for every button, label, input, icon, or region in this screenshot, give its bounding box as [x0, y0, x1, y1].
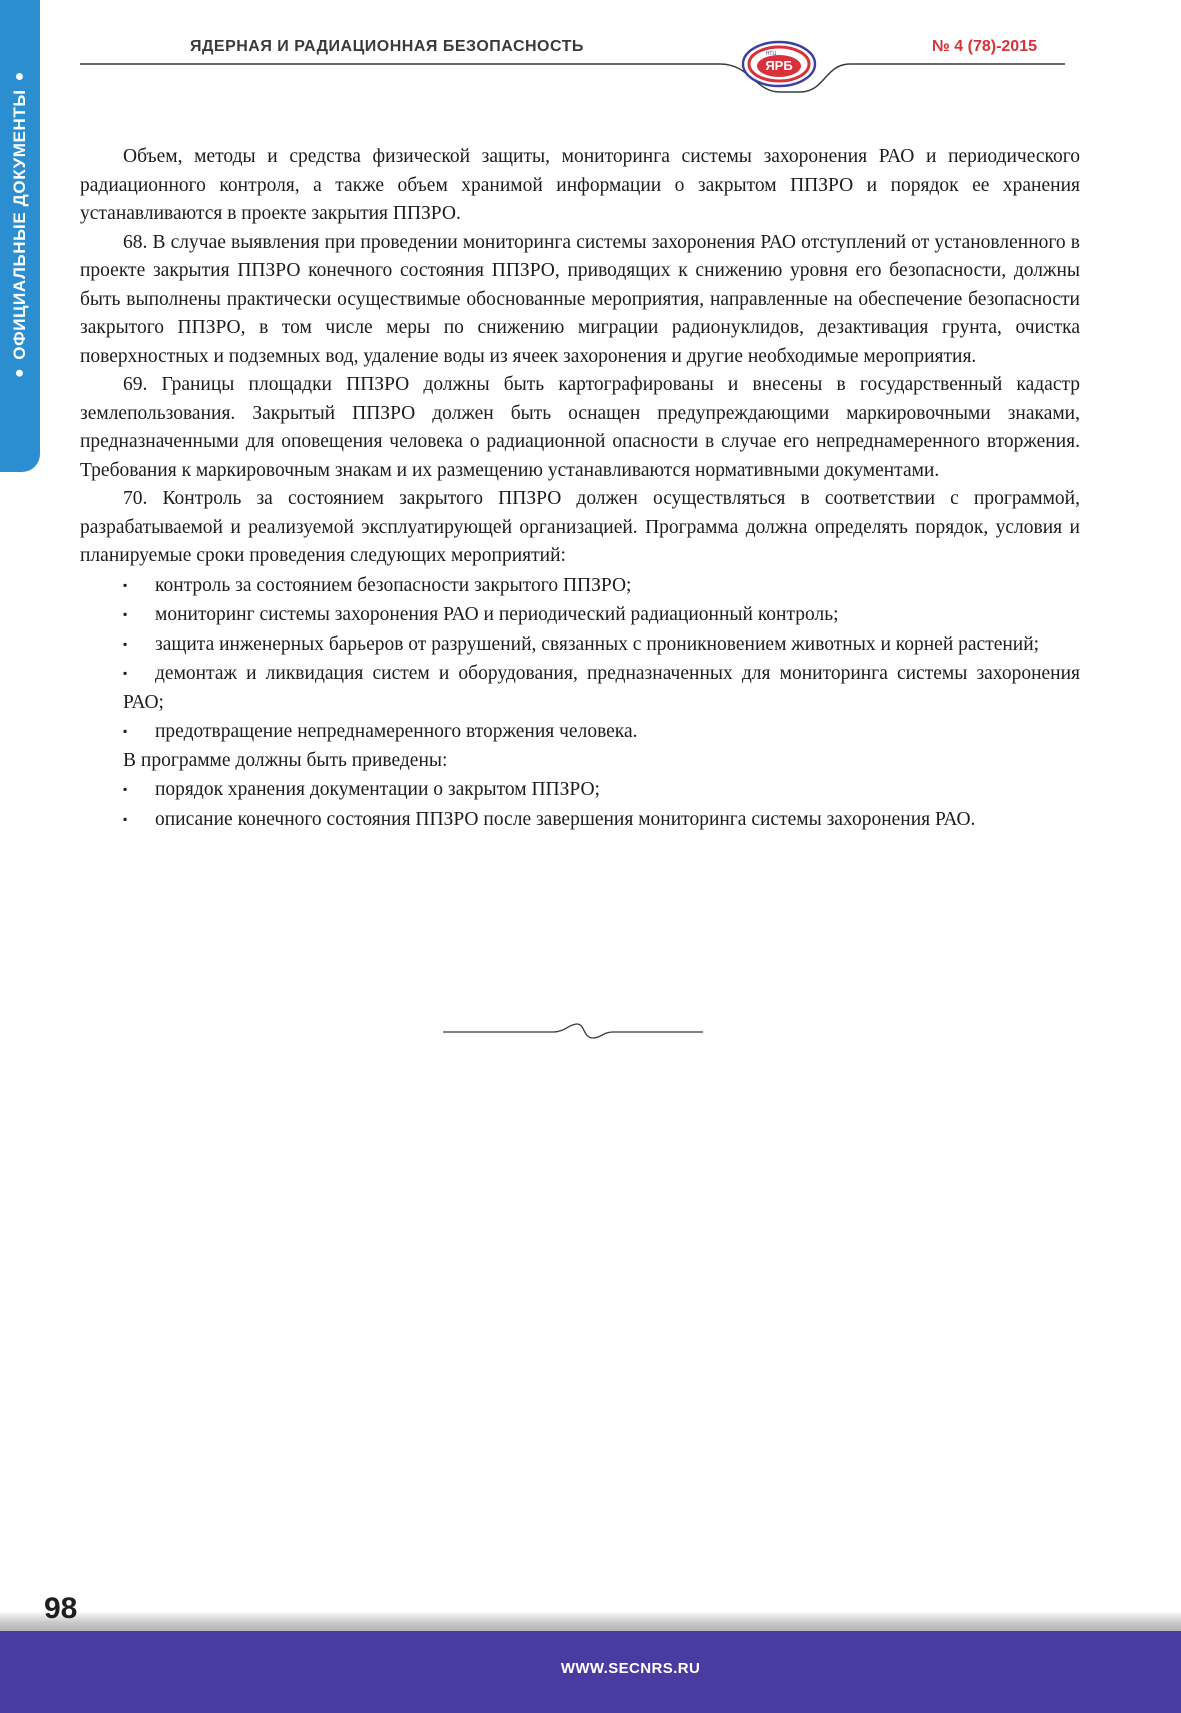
list-item-text: защита инженерных барьеров от разрушений, связанных с проникновением животных и корней растений;	[155, 633, 1040, 655]
bullet-dot-icon: ●	[11, 367, 28, 378]
journal-title: ЯДЕРНАЯ И РАДИАЦИОННАЯ БЕЗОПАСНОСТЬ	[190, 38, 584, 55]
paragraph-68: 68. В случае выявления при проведении мониторинга системы захоронения РАО отступлений от установленного в проекте закрытия ППЗРО конечного состояния ППЗРО, приводящих к снижению уровня его безопасности, должны быть выполнены практически осуществимые обоснованные мероприятия, направленные на обеспечение безопасности закрытого ППЗРО, в том числе меры по снижению миграции радионуклидов, дезактивация грунта, очистка поверхностных и подземных вод, удаление воды из ячеек захоронения и другие необходимые мероприятия.	[80, 231, 1080, 367]
list-item-text: контроль за состоянием безопасности закрытого ППЗРО;	[155, 574, 632, 596]
issue-number: № 4 (78)-2015	[932, 38, 1037, 55]
bullet-icon: ▪	[123, 724, 128, 738]
section-divider	[443, 1018, 703, 1044]
journal-logo	[738, 36, 820, 92]
bullet-icon: ▪	[123, 782, 128, 796]
list-item	[80, 659, 1080, 717]
paragraph-69: 69. Границы площадки ППЗРО должны быть картографированы и внесены в государственный кадастр землепользования. Закрытый ППЗРО должен быть оснащен предупреждающими маркировочными знаками, предназначенными для оповещения человека о радиационной опасности в случае его непреднамеренного вторжения. Требования к маркировочным знакам и их размещению устанавливаются нормативными документами.	[80, 374, 1080, 481]
list-item	[80, 630, 1080, 660]
list-item-text: предотвращение непреднамеренного вторжения человека.	[155, 721, 638, 742]
list-item	[80, 717, 1080, 747]
paragraph-70: 70. Контроль за состоянием закрытого ППЗРО должен осуществляться в соответствии с программой, разрабатываемой и реализуемой эксплуатирующей организацией. Программа должна определять порядок, условия и планируемые сроки проведения следующих мероприятий:	[80, 488, 1080, 566]
bullet-dot-icon: ●	[11, 71, 28, 82]
sidebar-label	[8, 58, 32, 378]
list-item	[80, 805, 1080, 835]
footer-band-grey	[0, 1611, 1181, 1631]
list-intro: В программе должны быть приведены:	[123, 749, 448, 771]
document-body	[80, 143, 1080, 834]
list-item-text: порядок хранения документации о закрытом ППЗРО;	[155, 779, 600, 800]
bullet-icon: ▪	[123, 811, 128, 826]
list-item-text: демонтаж и ликвидация систем и оборудования, предназначенных для мониторинга системы захоронения РАО;	[123, 663, 1080, 713]
sidebar-tab	[0, 0, 40, 472]
sidebar-label-text: ОФИЦИАЛЬНЫЕ ДОКУМЕНТЫ	[10, 89, 29, 360]
website-text[interactable]: WWW.SECNRS.RU	[560, 1660, 701, 1677]
list-item-text: мониторинг системы захоронения РАО и периодический радиационный контроль;	[155, 604, 839, 625]
logo-text: ЯРБ	[765, 58, 793, 73]
bullet-icon: ▪	[123, 607, 128, 621]
page-number: 98	[44, 1592, 78, 1625]
list-item	[80, 600, 1080, 630]
logo-small-text: НТЦ	[765, 51, 777, 57]
paragraph-intro: Объем, методы и средства физической защиты, мониторинга системы захоронения РАО и периодического радиационного контроля, а также объем хранимой информации о закрытом ППЗРО и порядок ее хранения устанавливаются в проекте закрытия ППЗРО.	[80, 146, 1080, 224]
header-rule	[80, 54, 1080, 104]
bullet-icon: ▪	[123, 636, 128, 651]
list-item	[80, 775, 1080, 805]
bullet-icon: ▪	[123, 577, 128, 592]
bullet-icon: ▪	[123, 666, 128, 680]
list-item	[80, 571, 1080, 601]
list-item-text: описание конечного состояния ППЗРО после завершения мониторинга системы захоронения РАО.	[155, 808, 976, 830]
website-link[interactable]	[0, 1660, 1181, 1677]
